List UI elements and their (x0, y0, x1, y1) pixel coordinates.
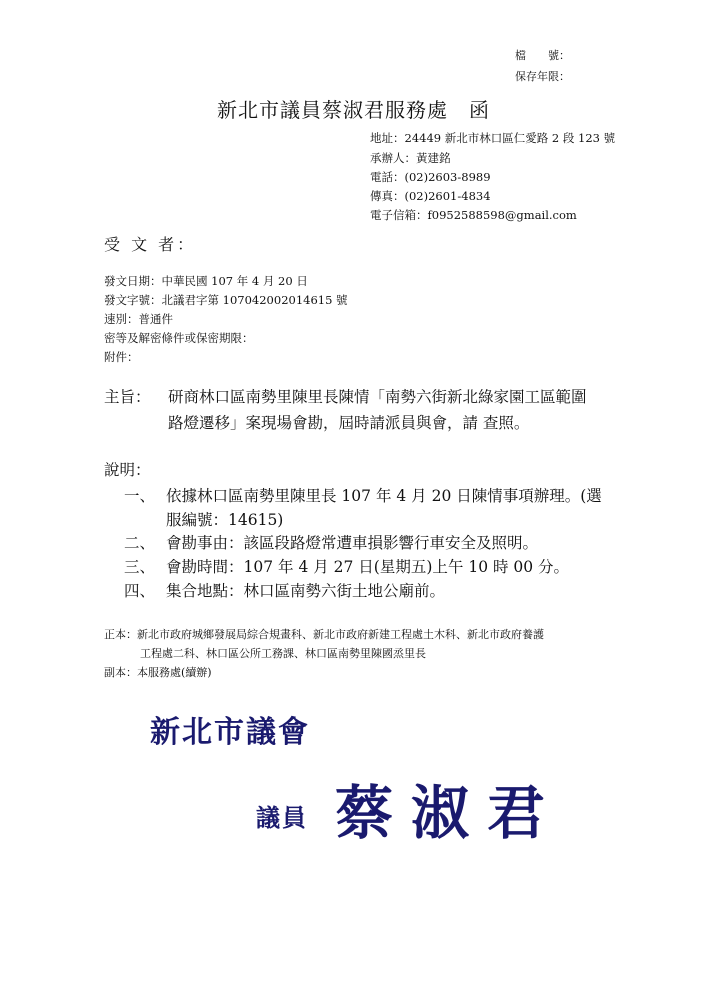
retention-period-label: 保存年限： (515, 70, 570, 83)
document-title: 新北市議員蔡淑君服務處 函 (217, 98, 490, 122)
item-number: 三、 (124, 558, 156, 576)
recipient-label: 受 文 者： (104, 235, 197, 254)
signature-organization: 新北市議會 (150, 715, 310, 750)
signature-name: 蔡淑君 (335, 779, 564, 847)
security-level: 密等及解密條件或保密期限： (104, 331, 254, 345)
file-number-label: 檔 號： (515, 49, 570, 62)
subject-line-1: 研商林口區南勢里陳里長陳情「南勢六街新北綠家園工區範圍 (168, 388, 587, 406)
attachment-line: 附件： (104, 350, 139, 364)
item-text-continued: 服編號：14615) (166, 511, 284, 529)
item-text: 會勘時間：107 年 4 月 27 日(星期五)上午 10 時 00 分。 (166, 558, 570, 576)
main-recipients-line-2: 工程處二科、林口區公所工務課、林口區南勢里陳國烝里長 (140, 647, 426, 660)
address-line: 地址：24449 新北市林口區仁愛路 2 段 123 號 (370, 131, 616, 145)
copy-recipients: 副本：本服務處(續辦) (104, 666, 212, 679)
signature-title: 議員 (256, 803, 308, 832)
issue-date: 發文日期：中華民國 107 年 4 月 20 日 (104, 274, 308, 288)
item-text: 會勘事由：該區段路燈常遭車損影響行車安全及照明。 (166, 534, 539, 552)
item-number: 一、 (124, 487, 156, 505)
main-recipients-line-1: 正本：新北市政府城鄉發展局綜合規畫科、新北市政府新建工程處土木科、新北市政府養護 (104, 628, 544, 641)
item-number: 二、 (124, 534, 156, 552)
handler-line: 承辦人：黃建銘 (370, 151, 451, 165)
fax-line: 傳真：(02)2601-4834 (370, 189, 491, 203)
email-line: 電子信箱：f0952588598@gmail.com (370, 208, 577, 222)
item-number: 四、 (124, 582, 156, 600)
document-number: 發文字號：北議君字第 107042002014615 號 (104, 293, 348, 307)
subject-line-2: 路燈遷移」案現場會勘，屆時請派員與會，請 查照。 (168, 414, 530, 432)
item-text: 集合地點：林口區南勢六街土地公廟前。 (166, 582, 446, 600)
item-text: 依據林口區南勢里陳里長 107 年 4 月 20 日陳情事項辦理。(選 (166, 487, 602, 505)
speed-category: 速別：普通件 (104, 312, 173, 326)
phone-line: 電話：(02)2603-8989 (370, 170, 491, 184)
explanation-label: 說明： (104, 461, 151, 479)
subject-label: 主旨： (104, 388, 151, 406)
